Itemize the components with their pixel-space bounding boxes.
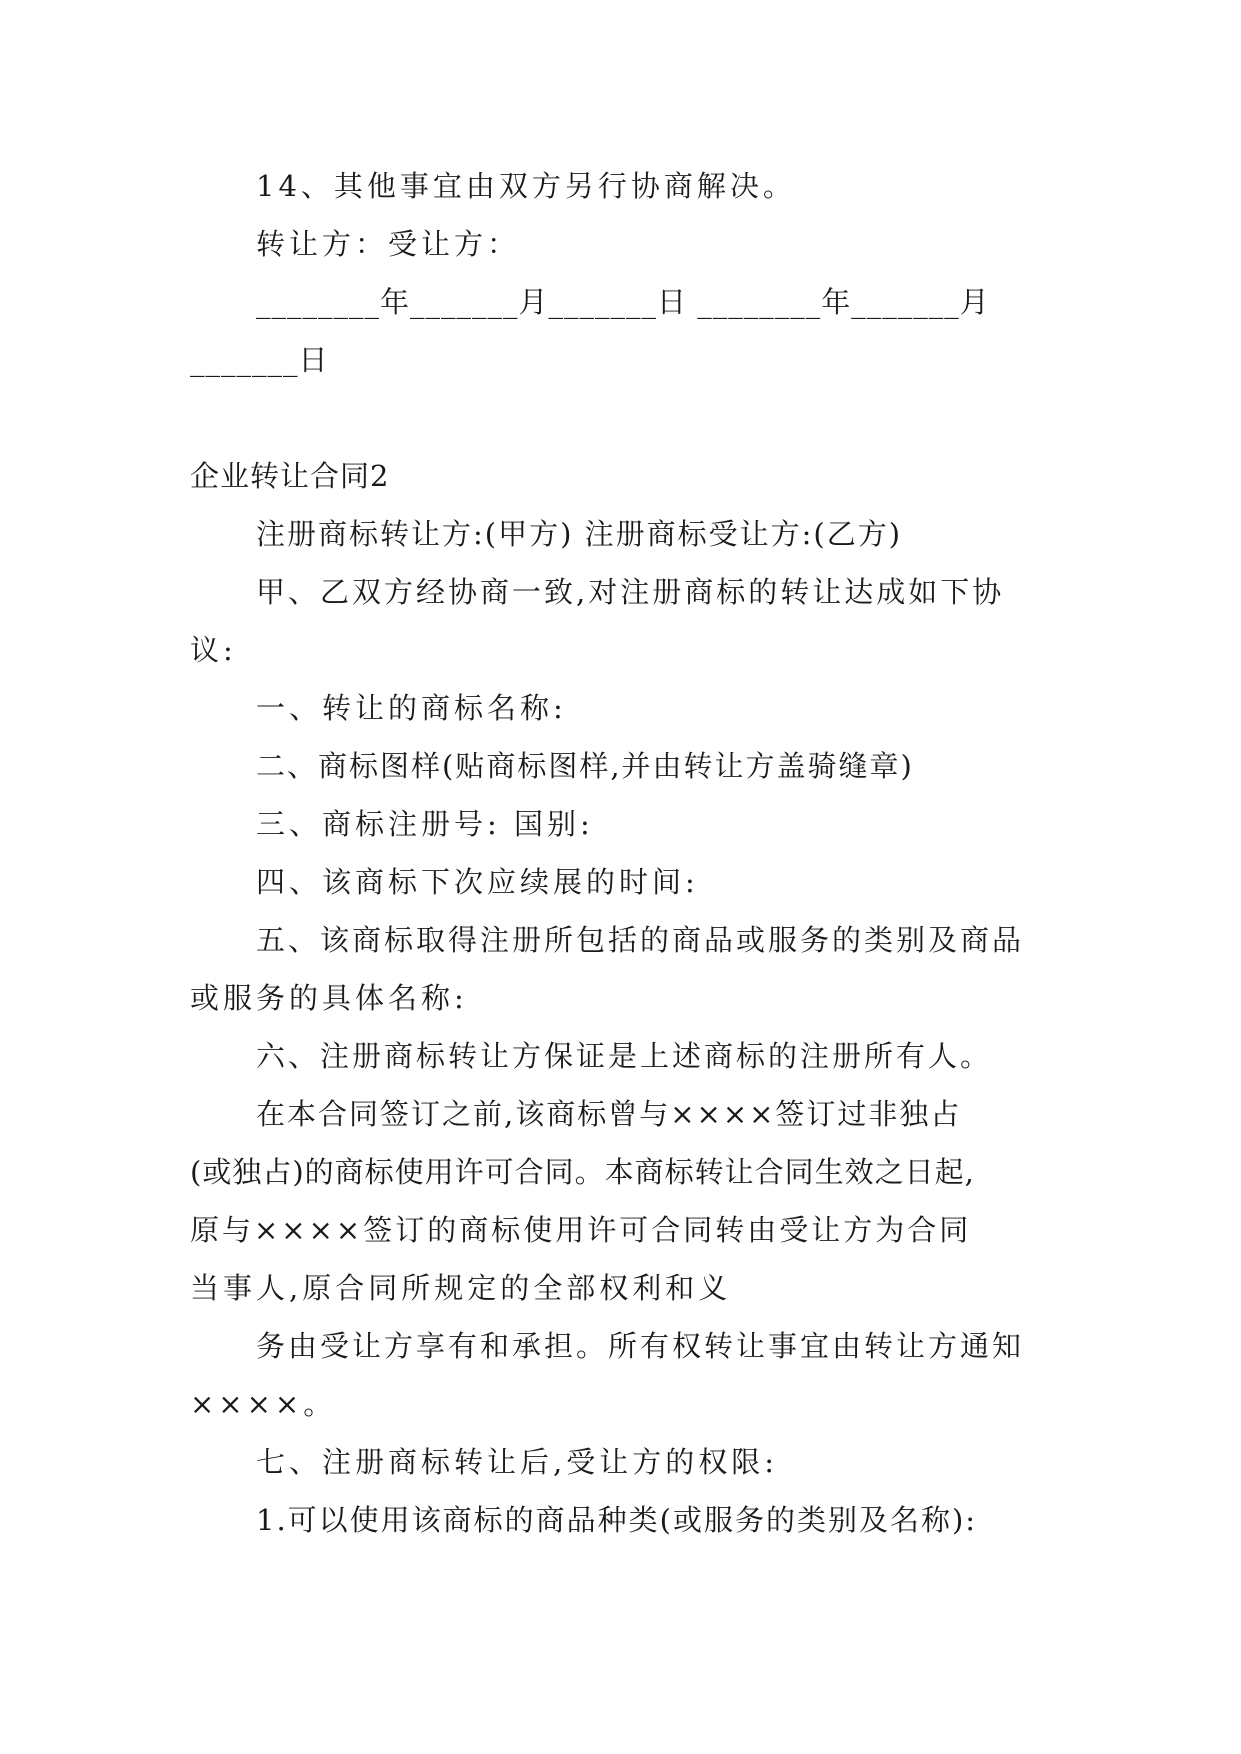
parties-line: 注册商标转让方:(甲方) 注册商标受让方:(乙方) <box>256 517 903 551</box>
preamble-line-cont: 议: <box>190 633 237 667</box>
clause-6-para-1: 在本合同签订之前,该商标曾与××××签订过非独占 <box>256 1097 962 1131</box>
clause-7: 七、注册商标转让后,受让方的权限: <box>256 1445 778 1479</box>
clause-6-para-4: 当事人,原合同所规定的全部权利和义 <box>190 1271 732 1305</box>
clause-1: 一、转让的商标名称: <box>256 691 567 725</box>
clause-6: 六、注册商标转让方保证是上述商标的注册所有人。 <box>256 1039 993 1073</box>
clause-6-para-2: (或独占)的商标使用许可合同。本商标转让合同生效之日起, <box>190 1155 975 1189</box>
preamble-line: 甲、乙双方经协商一致,对注册商标的转让达成如下协 <box>256 575 1005 609</box>
clause-7-item-1: 1.可以使用该商标的商品种类(或服务的类别及名称): <box>256 1503 978 1537</box>
clause-2: 二、商标图样(贴商标图样,并由转让方盖骑缝章) <box>256 749 914 783</box>
clause-6-para-3: 原与××××签订的商标使用许可合同转由受让方为合同 <box>190 1213 972 1247</box>
signature-date-line-cont: _______日 <box>190 343 329 377</box>
clause-6-para-6: ××××。 <box>190 1387 337 1421</box>
clause-5-cont: 或服务的具体名称: <box>190 981 468 1015</box>
clause-5: 五、该商标取得注册所包括的商品或服务的类别及商品 <box>256 923 1025 957</box>
contract-title: 企业转让合同2 <box>190 459 390 493</box>
clause-3: 三、商标注册号: 国别: <box>256 807 594 841</box>
signature-date-line: ________年_______月_______日 ________年_______月 <box>256 285 990 319</box>
clause-4: 四、该商标下次应续展的时间: <box>256 865 699 899</box>
clause-14: 14、其他事宜由双方另行协商解决。 <box>256 169 796 203</box>
signature-parties: 转让方：受让方： <box>256 227 521 261</box>
clause-6-para-5: 务由受让方享有和承担。所有权转让事宜由转让方通知 <box>256 1329 1025 1363</box>
